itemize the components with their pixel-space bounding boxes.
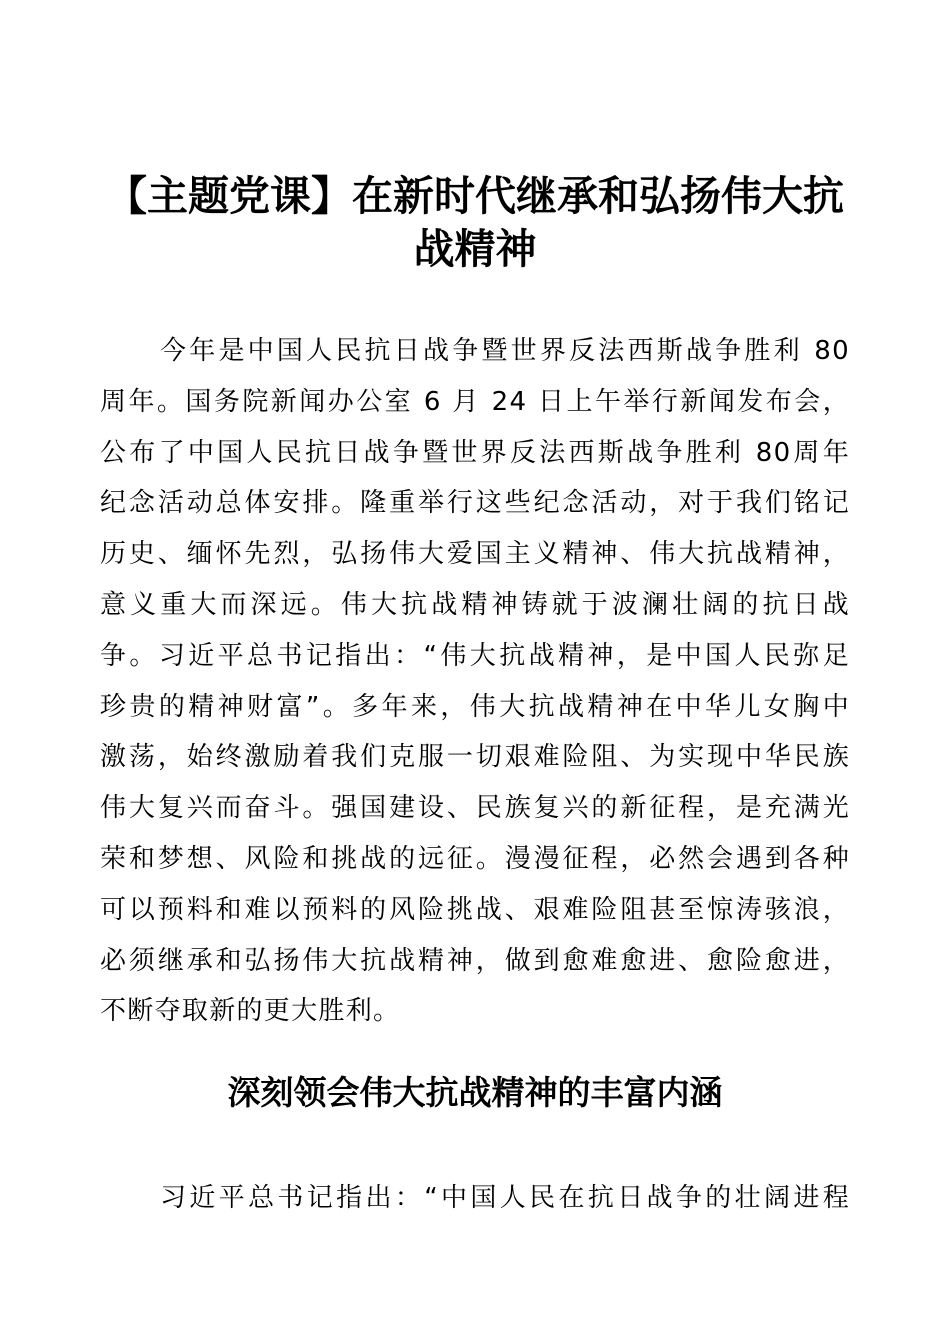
paragraph-line: 习近平总书记指出：“中国人民在抗日战争的壮阔进程: [160, 1183, 850, 1213]
paragraph-line: 激荡，始终激励着我们克服一切艰难险阻、为实现中华民族: [100, 742, 850, 773]
title-line-2: 战精神: [413, 225, 537, 273]
paragraph-line: 伟大复兴而奋斗。强国建设、民族复兴的新征程，是充满光: [100, 793, 850, 824]
paragraph-line: 今年是中国人民抗日战争暨世界反法西斯战争胜利 80: [160, 336, 850, 366]
paragraph-line: 荣和梦想、风险和挑战的远征。漫漫征程，必然会遇到各种: [100, 843, 850, 874]
title-line-1: 【主题党课】在新时代继承和弘扬伟大抗: [106, 172, 844, 220]
paragraph-line: 意义重大而深远。伟大抗战精神铸就于波澜壮阔的抗日战: [100, 589, 850, 620]
paragraph-line: 必须继承和弘扬伟大抗战精神，做到愈难愈进、愈险愈进，: [100, 945, 850, 976]
paragraph-line: 珍贵的精神财富”。多年来，伟大抗战精神在中华儿女胸中: [100, 691, 850, 722]
paragraph-line: 公布了中国人民抗日战争暨世界反法西斯战争胜利 80周年: [100, 437, 850, 468]
paragraph-line: 争。习近平总书记指出：“伟大抗战精神，是中国人民弥足: [100, 640, 850, 671]
document-title: [100, 170, 850, 276]
paragraph-line: 纪念活动总体安排。隆重举行这些纪念活动，对于我们铭记: [100, 488, 850, 519]
section-paragraph: [100, 1173, 850, 1224]
paragraph-line: 历史、缅怀先烈，弘扬伟大爱国主义精神、伟大抗战精神，: [100, 539, 850, 570]
paragraph-line: 周年。国务院新闻办公室 6 月 24 日上午举行新闻发布会，: [100, 386, 850, 417]
paragraph-line: 可以预料和难以预料的风险挑战、艰难险阻甚至惊涛骇浪，: [100, 894, 850, 925]
intro-paragraph: [100, 326, 850, 1037]
paragraph-line: 不断夺取新的更大胜利。: [100, 996, 401, 1027]
section-heading: 深刻领会伟大抗战精神的丰富内涵: [227, 1073, 723, 1112]
